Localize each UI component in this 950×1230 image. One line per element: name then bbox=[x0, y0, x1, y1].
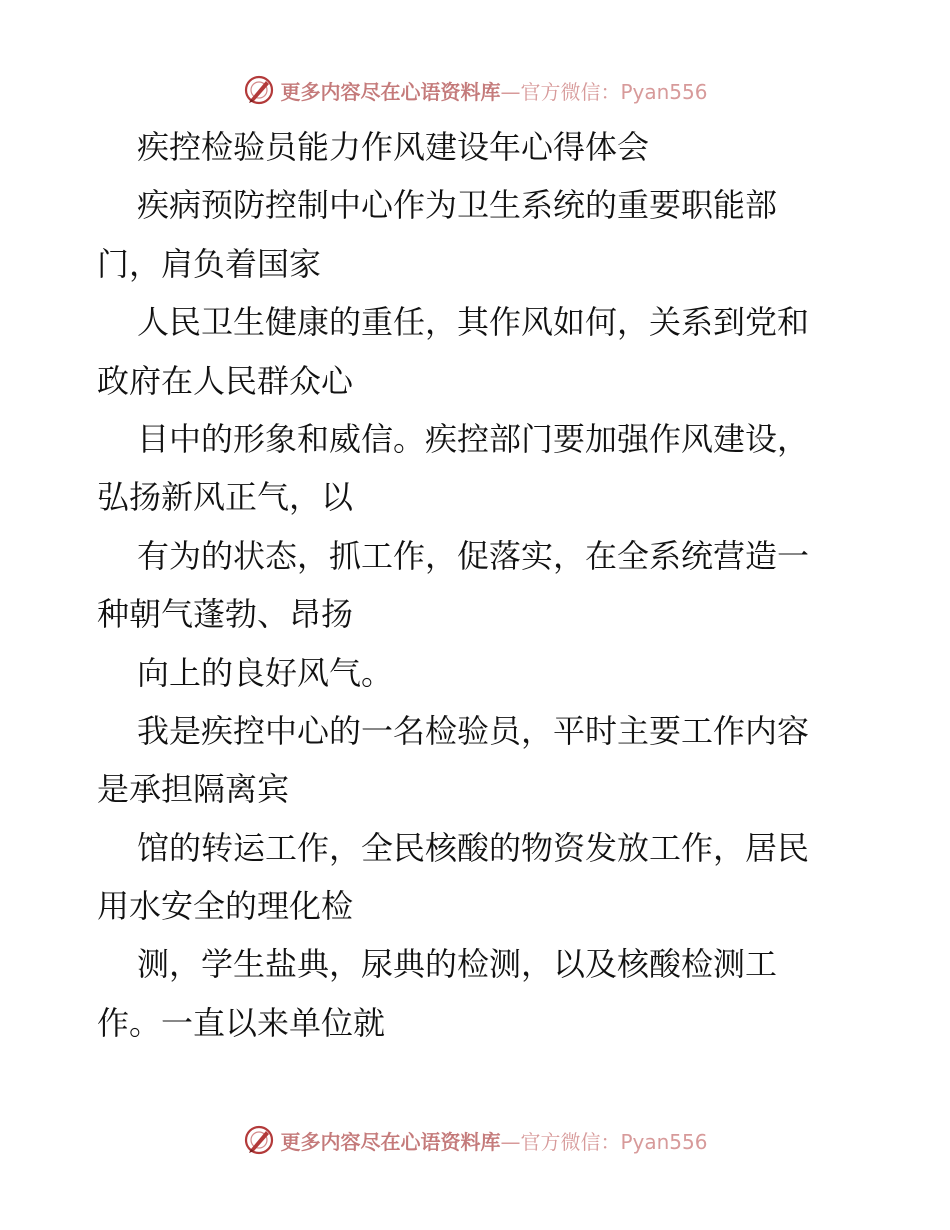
header-banner[interactable] bbox=[0, 70, 950, 110]
pen-circle-logo-icon bbox=[242, 73, 276, 107]
banner-wechat-text: —官方微信：Pyan556 bbox=[500, 1129, 708, 1154]
text-line: 疾病预防控制中心作为卫生系统的重要职能部 bbox=[137, 186, 778, 225]
article-title: 疾控检验员能力作风建设年心得体会 bbox=[137, 128, 650, 166]
text-line: 人民卫生健康的重任，其作风如何，关系到党和 bbox=[137, 303, 810, 342]
banner-site-text: 更多内容尽在心语资料库 bbox=[280, 1129, 501, 1154]
text-line: 作。一直以来单位就 bbox=[97, 1003, 386, 1042]
text-line: 馆的转运工作，全民核酸的物资发放工作，居民 bbox=[137, 828, 810, 867]
text-line: 弘扬新风正气，以 bbox=[97, 478, 354, 517]
text-line: 门，肩负着国家 bbox=[97, 244, 322, 283]
pen-circle-logo-icon bbox=[242, 1123, 276, 1157]
text-line: 用水安全的理化检 bbox=[97, 887, 354, 926]
banner-text bbox=[280, 76, 707, 105]
text-line: 我是疾控中心的一名检验员，平时主要工作内容 bbox=[137, 711, 810, 750]
banner-wechat-text: —官方微信：Pyan556 bbox=[500, 79, 708, 104]
text-line: 测，学生盐典，尿典的检测，以及核酸检测工 bbox=[137, 945, 778, 984]
text-line: 向上的良好风气。 bbox=[137, 653, 394, 692]
text-line: 目中的形象和威信。疾控部门要加强作风建设， bbox=[137, 419, 810, 458]
banner-text bbox=[280, 1126, 707, 1155]
text-line: 有为的状态，抓工作，促落实，在全系统营造一 bbox=[137, 536, 810, 575]
text-line: 是承担隔离宾 bbox=[97, 770, 290, 809]
text-line: 种朝气蓬勃、昂扬 bbox=[97, 595, 354, 634]
banner-site-text: 更多内容尽在心语资料库 bbox=[280, 79, 501, 104]
article-body bbox=[97, 118, 877, 1052]
text-line: 政府在人民群众心 bbox=[97, 361, 354, 400]
footer-banner[interactable] bbox=[0, 1120, 950, 1160]
